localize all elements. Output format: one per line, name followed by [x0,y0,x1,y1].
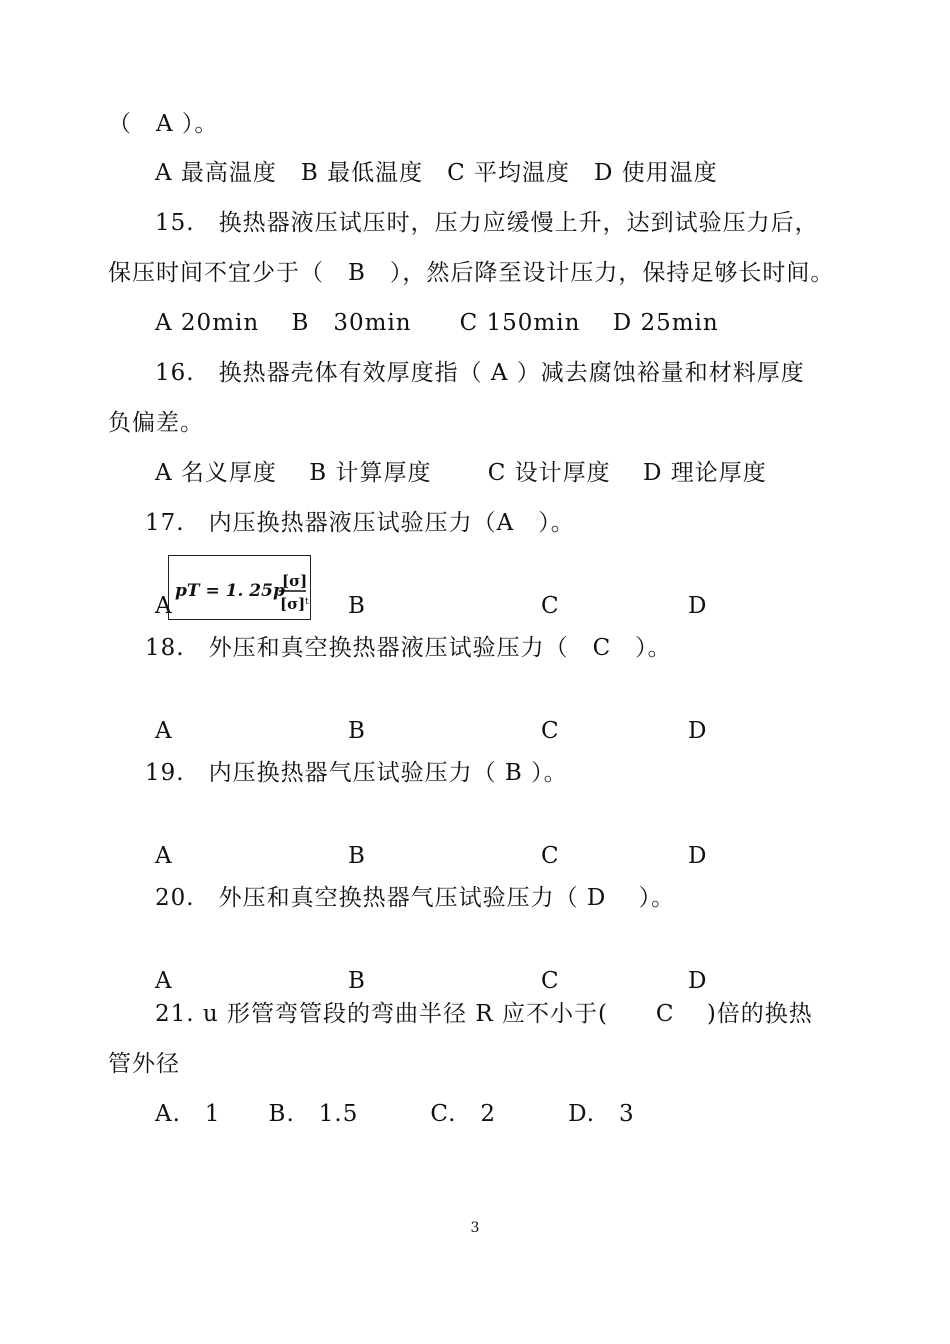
formula-superscript: t [305,597,309,607]
option-c: C [541,968,559,994]
formula-denominator: [σ] [280,595,306,613]
option-d: D [688,718,707,744]
question-15: 15. 换热器液压试压时，压力应缓慢上升，达到试验压力后， [155,210,819,236]
option-b: B [348,968,365,994]
question-18: 18. 外压和真空换热器液压试验压力（ C ）。 [145,635,672,661]
question-17: 17. 内压换热器液压试验压力（A ）。 [145,510,575,536]
formula-graphic [169,556,312,621]
text-line: （ A ）。 [108,111,219,137]
formula-image [168,555,311,620]
option-c: C [541,593,559,619]
question-20: 20. 外压和真空换热器气压试验压力（ D ）。 [155,885,676,911]
option-a: A [155,968,172,994]
option-d: D [688,968,707,994]
question-15-cont: 保压时间不宜少于（ B ），然后降至设计压力，保持足够长时间。 [108,260,835,286]
option-b: B [348,843,365,869]
question-21-cont: 管外径 [108,1051,180,1077]
option-a: A [155,843,172,869]
question-16: 16. 换热器壳体有效厚度指（ A ）减去腐蚀裕量和材料厚度 [155,360,805,386]
question-16-cont: 负偏差。 [108,410,204,436]
option-d: D [688,843,707,869]
formula-lhs: pT = 1. 25p [175,581,285,601]
question-21-options: A. 1 B. 1.5 C. 2 D. 3 [155,1101,635,1127]
option-b: B [348,718,365,744]
text-line: A 最高温度 B 最低温度 C 平均温度 D 使用温度 [155,160,718,186]
question-21: 21. u 形管弯管段的弯曲半径 R 应不小于( C )倍的换热 [155,1001,813,1027]
option-c: C [541,843,559,869]
page-number: 3 [470,1220,480,1236]
question-19: 19. 内压换热器气压试验压力（ B ）。 [145,760,568,786]
question-15-options: A 20min B 30min C 150min D 25min [155,310,719,336]
option-d: D [688,593,707,619]
option-a: A [155,718,172,744]
option-c: C [541,718,559,744]
option-a: A [155,593,172,619]
option-b: B [348,593,365,619]
question-16-options: A 名义厚度 B 计算厚度 C 设计厚度 D 理论厚度 [155,460,767,486]
formula-numerator: [σ] [282,572,308,590]
